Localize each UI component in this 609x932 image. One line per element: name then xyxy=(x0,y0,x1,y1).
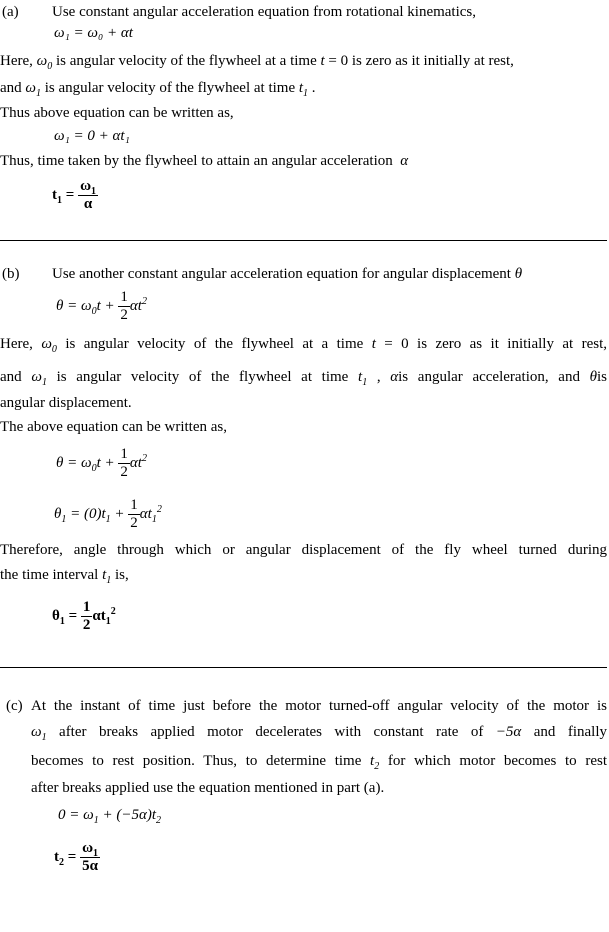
part-c-line-3: becomes to rest position. Thus, to determine time $t_2$ for which motor becomes to rest xyxy=(31,753,608,772)
part-c-result-t2: $t_2$ = $\frac{\omega_1}{5\alpha}$ xyxy=(54,840,99,874)
part-b-equation-1: $\theta = \omega_0t$ + $\frac{1}{2}$ $\alpha t^2$ xyxy=(56,289,147,323)
part-b-here-line-3: angular displacement. xyxy=(0,395,132,411)
part-b-here-line-2: and $\omega_1$ is angular velocity of the flywheel at time $t_1$ , αis angular acceleration, and θis xyxy=(0,369,608,388)
part-b-result-theta1: $\theta_1$ = $\frac{1}{2}$ $\alpha t_1^2$ xyxy=(52,599,116,633)
part-c-line-2: $\omega_1$ after breaks applied motor decelerates with constant rate of −5α and finally xyxy=(31,724,607,743)
part-a-here-line-2: and $\omega_1$ is angular velocity of the flywheel at time $t_1$ . xyxy=(0,80,316,99)
part-b-above: The above equation can be written as, xyxy=(0,419,227,435)
part-c-equation-1: $0 = \omega_1 + (-5\alpha)t_2$ xyxy=(58,807,161,826)
part-b-intro: Use another constant angular acceleration equation for angular displacement θ xyxy=(52,266,523,282)
divider xyxy=(0,240,607,241)
part-a-label: (a) xyxy=(2,4,19,20)
part-c-line-1: At the instant of time just before the motor turned-off angular velocity of the motor is xyxy=(31,698,607,714)
part-b-equation-3: $\theta_1 = (0)t_1$ + $\frac{1}{2}$ $\alpha t_1^2$ xyxy=(54,497,162,531)
part-b-here-line-1: Here, $\omega_0$ is angular velocity of the flywheel at a time t = 0 is zero as it initially at rest, xyxy=(0,336,607,355)
part-a-equation-2: ω₁ = 0 + αt₁ xyxy=(54,128,130,144)
part-b-therefore-line-1: Therefore, angle through which or angular displacement of the fly wheel turned during xyxy=(0,542,607,558)
part-a-result-t1: $t_1$ = $\frac{\omega_1}{\alpha}$ xyxy=(52,178,97,212)
part-a-here-line-1: Here, $\omega_0$ is angular velocity of the flywheel at a time t = 0 is zero as it initially at rest, xyxy=(0,53,514,72)
part-b-label: (b) xyxy=(2,266,20,282)
part-a-time-text: Thus, time taken by the flywheel to attain an angular acceleration α xyxy=(0,153,409,169)
part-b-therefore-line-2: the time interval $t_1$ is, xyxy=(0,567,129,586)
part-a-equation-1: ω₁ = ω₀ + αt xyxy=(54,25,133,41)
part-a-thus: Thus above equation can be written as, xyxy=(0,105,234,121)
part-a-intro: Use constant angular acceleration equation from rotational kinematics, xyxy=(52,4,477,20)
part-b-equation-2: $\theta = \omega_0t$ + $\frac{1}{2}$ $\alpha t^2$ xyxy=(56,446,147,480)
part-c-line-4: after breaks applied use the equation mentioned in part (a). xyxy=(31,780,385,796)
part-c-label: (c) xyxy=(6,698,23,714)
divider xyxy=(0,667,607,668)
